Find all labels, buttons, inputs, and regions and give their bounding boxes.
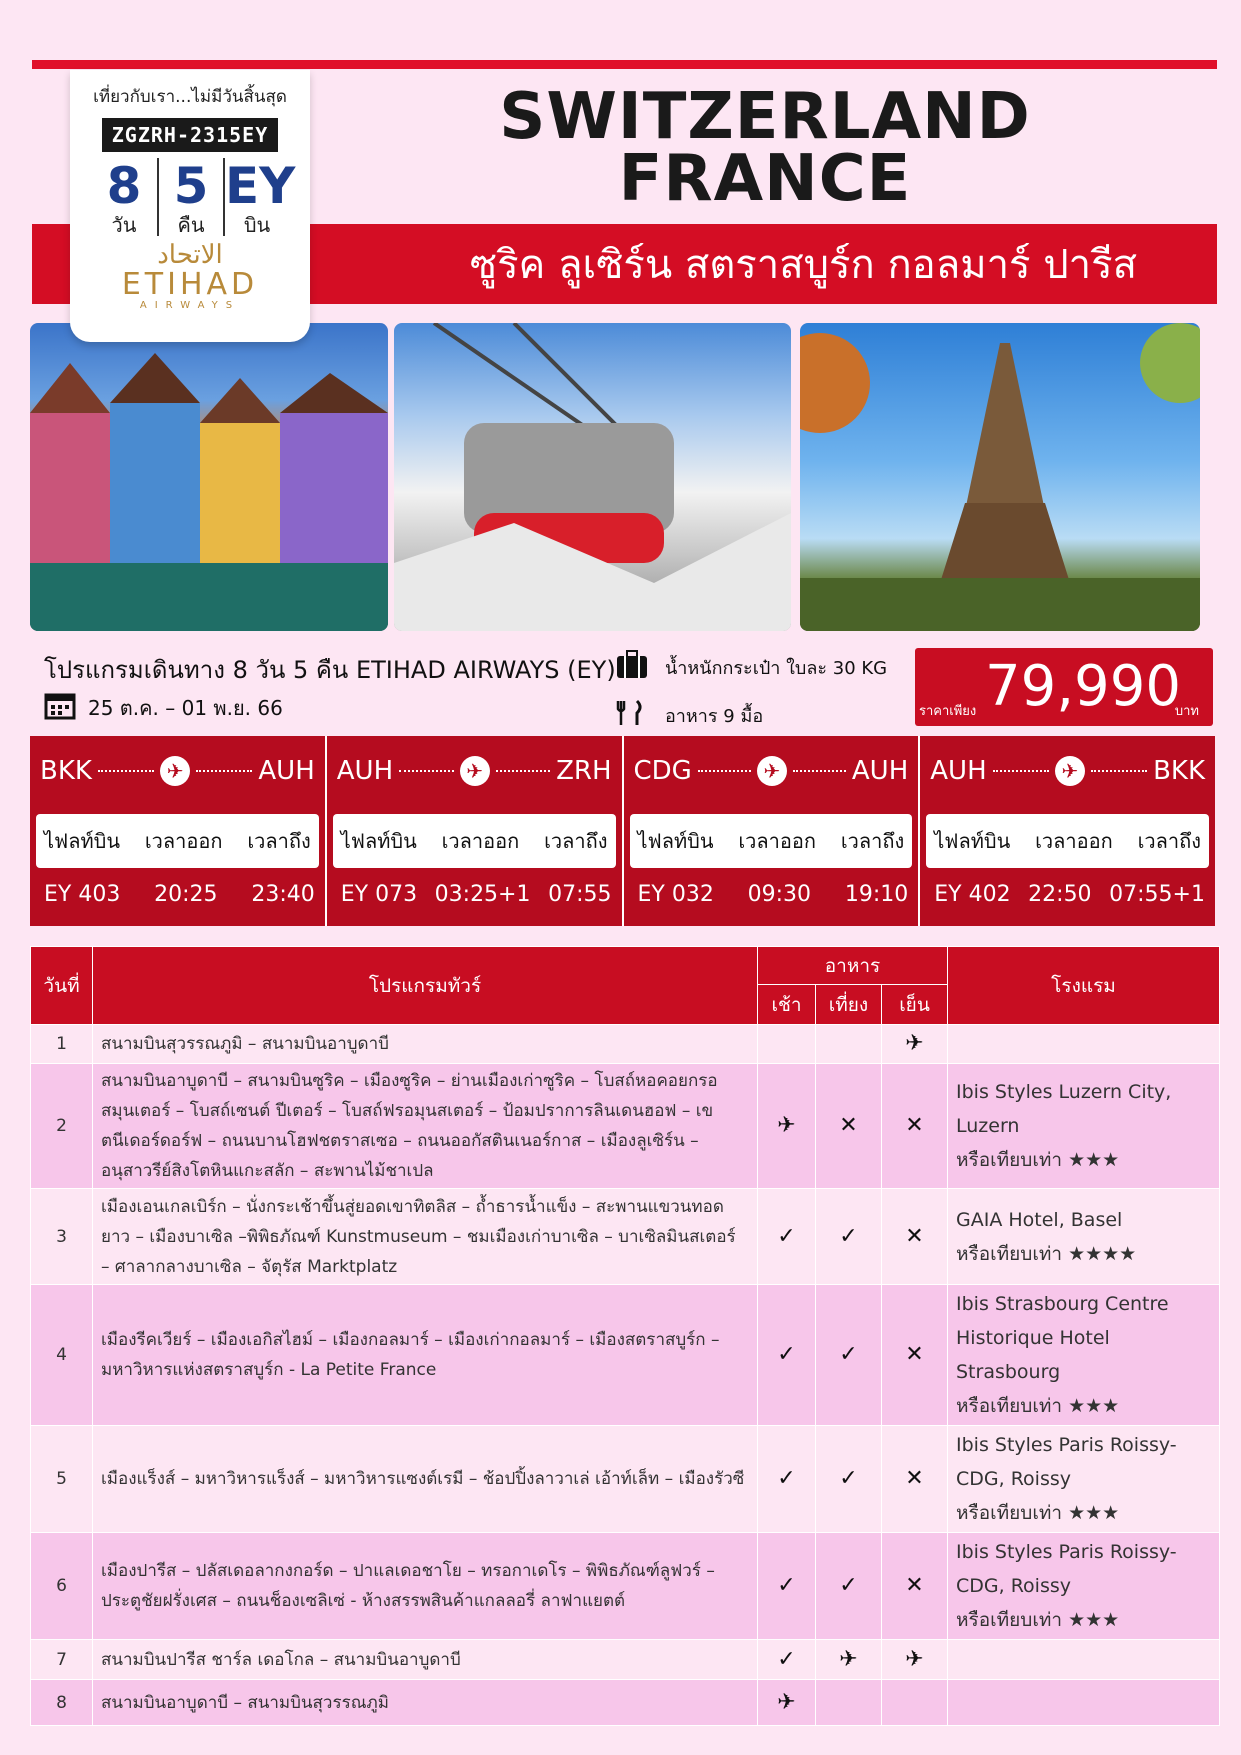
tagline: เที่ยวกับเรา...ไม่มีวันสิ้นสุด bbox=[93, 87, 287, 107]
arrive-time: 19:10 bbox=[844, 882, 909, 907]
breakfast-cell: ✓ bbox=[758, 1533, 816, 1640]
flight-route bbox=[40, 756, 315, 786]
program-cell: สนามบินปารีส ชาร์ล เดอโกล – สนามบินอาบูดาบี bbox=[93, 1640, 758, 1680]
table-row bbox=[31, 1680, 1220, 1726]
hotel-header: โรงแรม bbox=[948, 947, 1220, 1025]
origin: CDG bbox=[633, 756, 692, 786]
flight-route bbox=[930, 756, 1205, 786]
hotel-line: หรือเทียบเท่า ★★★ bbox=[956, 1395, 1120, 1417]
depart-col-label: เวลาออก bbox=[738, 829, 817, 853]
hotel-cell bbox=[948, 1285, 1220, 1426]
hotel-line: หรือเทียบเท่า ★★★★ bbox=[956, 1242, 1137, 1265]
table-row bbox=[31, 1064, 1220, 1189]
price-box bbox=[915, 648, 1213, 726]
eiffel-tower-photo bbox=[800, 323, 1200, 631]
baggage-text: น้ำหนักกระเป๋า ใบละ 30 KG bbox=[665, 658, 888, 679]
baggage-row bbox=[615, 650, 887, 685]
dinner-cell: ✈ bbox=[882, 1025, 948, 1064]
hotel-line: CDG, Roissy bbox=[956, 1575, 1071, 1597]
calendar-icon bbox=[44, 690, 76, 725]
hotel-line: หรือเทียบเท่า ★★★ bbox=[956, 1149, 1120, 1171]
table-row bbox=[31, 1533, 1220, 1640]
hotel-cell bbox=[948, 1640, 1220, 1680]
meals-row bbox=[615, 699, 887, 732]
lunch-cell: ✓ bbox=[816, 1285, 882, 1426]
plane-icon: ✈ bbox=[1055, 756, 1085, 786]
destination: ZRH bbox=[556, 756, 612, 786]
hotel-cell bbox=[948, 1064, 1220, 1189]
flight-schedule bbox=[30, 736, 1215, 926]
luggage-icon bbox=[615, 650, 649, 685]
lunch-cell: ✕ bbox=[816, 1064, 882, 1189]
table-row bbox=[31, 1189, 1220, 1285]
destination: BKK bbox=[1153, 756, 1205, 786]
itinerary-table bbox=[30, 946, 1220, 1726]
hotel-line: Ibis Styles Luzern City, bbox=[956, 1081, 1172, 1103]
program-cell: เมืองปารีส – ปลัสเดอลากงกอร์ด – ปาแลเดอชาโย – ทรอกาเดโร – พิพิธภัณฑ์ลูฟวร์ – ประตูชัยฝรั่งเศส – ถนนช็องเซลิเซ่ - ห้างสรรพสินค้าแกลลอรี่ ลาฟาแยตต์ bbox=[93, 1533, 758, 1640]
table-row bbox=[31, 1640, 1220, 1680]
depart-time: 03:25+1 bbox=[434, 882, 531, 907]
hotel-line: Ibis Styles Paris Roissy- bbox=[956, 1541, 1177, 1563]
lunch-cell bbox=[816, 1680, 882, 1726]
arrive-col-label: เวลาถึง bbox=[544, 829, 608, 853]
flight-number: EY 402 bbox=[934, 882, 1011, 907]
title-line-1: SWITZERLAND bbox=[499, 80, 1031, 154]
days-stat bbox=[91, 158, 157, 236]
day-cell: 8 bbox=[31, 1680, 93, 1726]
titlis-cable-car-photo bbox=[394, 323, 791, 631]
depart-time: 22:50 bbox=[1028, 882, 1092, 907]
table-row bbox=[31, 1025, 1220, 1064]
cities-text: ซูริค ลูเซิร์น สตราสบูร์ก กอลมาร์ ปารีส bbox=[469, 242, 1137, 288]
hotel-line: Historique Hotel Strasbourg bbox=[956, 1327, 1110, 1383]
flight-leg bbox=[327, 736, 624, 926]
flight-leg bbox=[624, 736, 921, 926]
hotel-line: Luzern bbox=[956, 1115, 1020, 1137]
plane-icon: ✈ bbox=[160, 756, 190, 786]
airline-stat bbox=[223, 157, 296, 237]
flight-header bbox=[36, 814, 319, 868]
depart-col-label: เวลาออก bbox=[1035, 829, 1113, 853]
dinner-cell: ✕ bbox=[882, 1285, 948, 1426]
breakfast-cell: ✓ bbox=[758, 1285, 816, 1426]
meals-text: อาหาร 9 มื้อ bbox=[665, 706, 764, 727]
lunch-cell bbox=[816, 1025, 882, 1064]
lunch-cell: ✓ bbox=[816, 1533, 882, 1640]
hotel-line: หรือเทียบเท่า ★★★ bbox=[956, 1609, 1120, 1631]
hotel-line: GAIA Hotel, Basel bbox=[956, 1208, 1123, 1231]
day-cell: 3 bbox=[31, 1189, 93, 1285]
hotel-cell bbox=[948, 1680, 1220, 1726]
hotel-line: Ibis Strasbourg Centre bbox=[956, 1293, 1169, 1315]
dinner-cell: ✕ bbox=[882, 1533, 948, 1640]
flight-header bbox=[333, 814, 616, 868]
origin: AUH bbox=[930, 756, 987, 786]
depart-col-label: เวลาออก bbox=[144, 829, 223, 853]
trip-stats bbox=[70, 158, 310, 236]
program-summary: โปรแกรมเดินทาง 8 วัน 5 คืน ETIHAD AIRWAYS (EY) bbox=[44, 656, 616, 684]
dinner-header: เย็น bbox=[882, 985, 948, 1025]
title-line-2: FRANCE bbox=[618, 142, 912, 216]
program-cell: เมืองแร็งส์ – มหาวิหารแร็งส์ – มหาวิหารแซงต์เรมี – ช้อปปิ้งลาวาเล่ เอ้าท์เล็ท – เมืองรัวซี bbox=[93, 1426, 758, 1533]
top-red-bar bbox=[32, 60, 1217, 69]
arrive-col-label: เวลาถึง bbox=[1137, 829, 1201, 853]
day-header: วันที่ bbox=[31, 947, 93, 1025]
day-cell: 7 bbox=[31, 1640, 93, 1680]
day-cell: 6 bbox=[31, 1533, 93, 1640]
breakfast-cell bbox=[758, 1025, 816, 1064]
travel-dates bbox=[44, 690, 283, 725]
meals-header: อาหาร bbox=[758, 947, 948, 985]
breakfast-header: เช้า bbox=[758, 985, 816, 1025]
fork-knife-icon bbox=[615, 699, 649, 732]
breakfast-cell: ✈ bbox=[758, 1680, 816, 1726]
plane-icon: ✈ bbox=[460, 756, 490, 786]
dinner-cell: ✕ bbox=[882, 1064, 948, 1189]
arrive-time: 07:55+1 bbox=[1109, 882, 1205, 907]
flight-leg bbox=[30, 736, 327, 926]
lunch-cell: ✓ bbox=[816, 1426, 882, 1533]
airline-label: บิน bbox=[243, 213, 271, 237]
dates-text: 25 ต.ค. – 01 พ.ย. 66 bbox=[88, 695, 283, 720]
days-label: วัน bbox=[111, 213, 137, 237]
hotel-cell bbox=[948, 1025, 1220, 1064]
program-cell: เมืองเอนเกลเบิร์ก – นั่งกระเช้าขึ้นสู่ยอดเขาทิตลิส – ถ้ำธารน้ำแข็ง – สะพานแขวนทอดยาว – เมืองบาเซิล –พิพิธภัณฑ์ Kunstmuseum – ชมเมืองเก่าบาเซิล – บาเซิลมินสเตอร์ – ศาลากลางบาเซิล – จัตุรัส Marktplatz bbox=[93, 1189, 758, 1285]
flight-route bbox=[634, 756, 909, 786]
program-cell: สนามบินอาบูดาบี – สนามบินซูริค – เมืองซูริค – ย่านเมืองเก่าซูริค – โบสถ์หอคอยกรอสมุนเตอร์ – โบสถ์เซนต์ ปีเตอร์ – โบสถ์ฟรอมุนสเตอร์ – ป้อมปราการลินเดนฮอฟ – เขตนีเดอร์ดอร์ฟ – ถนนบานโฮฟชตราสเซอ – ถนนออกัสตินเนอร์กาส – เมืองลูเซิร์น – อนุสาวรีย์สิงโตหินแกะสลัก – สะพานไม้ชาเปล bbox=[93, 1064, 758, 1189]
program-cell: เมืองรีคเวียร์ – เมืองเอกิสไฮม์ – เมืองกอลมาร์ – เมืองเก่ากอลมาร์ – เมืองสตราสบูร์ก – มหาวิหารแห่งสตราสบูร์ก - La Petite France bbox=[93, 1285, 758, 1426]
flight-header bbox=[630, 814, 913, 868]
flight-number: EY 073 bbox=[340, 882, 418, 907]
table-row bbox=[31, 1426, 1220, 1533]
flight-values bbox=[341, 882, 612, 907]
hotel-cell bbox=[948, 1533, 1220, 1640]
breakfast-cell: ✓ bbox=[758, 1426, 816, 1533]
price-value: 79,990 bbox=[985, 654, 1181, 719]
depart-col-label: เวลาออก bbox=[441, 829, 520, 853]
days-count: 8 bbox=[106, 157, 142, 215]
depart-time: 20:25 bbox=[154, 882, 218, 907]
program-header: โปรแกรมทัวร์ bbox=[93, 947, 758, 1025]
etihad-logo: ETIHAD bbox=[121, 267, 259, 302]
tour-badge bbox=[70, 70, 310, 342]
price-label: ราคาเพียง bbox=[919, 704, 977, 719]
flight-leg bbox=[920, 736, 1215, 926]
origin: BKK bbox=[40, 756, 92, 786]
day-cell: 1 bbox=[31, 1025, 93, 1064]
lunch-cell: ✈ bbox=[816, 1640, 882, 1680]
nights-stat bbox=[157, 158, 223, 236]
lunch-cell: ✓ bbox=[816, 1189, 882, 1285]
airline-code: EY bbox=[225, 157, 296, 215]
arrive-time: 07:55 bbox=[548, 882, 612, 907]
flight-col-label: ไฟลท์บิน bbox=[637, 829, 714, 853]
colmar-photo bbox=[30, 323, 388, 631]
program-cell: สนามบินสุวรรณภูมิ – สนามบินอาบูดาบี bbox=[93, 1025, 758, 1064]
destination: AUH bbox=[851, 756, 909, 786]
destination: AUH bbox=[258, 756, 315, 786]
trip-extras bbox=[615, 650, 887, 732]
hotel-cell bbox=[948, 1426, 1220, 1533]
table-row bbox=[31, 1285, 1220, 1426]
price-unit: บาท bbox=[1174, 704, 1199, 719]
lunch-header: เที่ยง bbox=[816, 985, 882, 1025]
dinner-cell: ✕ bbox=[882, 1426, 948, 1533]
dinner-cell: ✈ bbox=[882, 1640, 948, 1680]
flight-number: EY 403 bbox=[44, 882, 121, 907]
program-cell: สนามบินอาบูดาบี – สนามบินสุวรรณภูมิ bbox=[93, 1680, 758, 1726]
breakfast-cell: ✓ bbox=[758, 1640, 816, 1680]
flight-values bbox=[934, 882, 1205, 907]
flight-col-label: ไฟลท์บิน bbox=[934, 829, 1011, 853]
etihad-logo-arabic: الاتحاد bbox=[157, 240, 223, 270]
nights-count: 5 bbox=[173, 157, 209, 215]
depart-time: 09:30 bbox=[747, 882, 812, 907]
arrive-col-label: เวลาถึง bbox=[840, 829, 905, 853]
breakfast-cell: ✓ bbox=[758, 1189, 816, 1285]
day-cell: 2 bbox=[31, 1064, 93, 1189]
flight-number: EY 032 bbox=[637, 882, 714, 907]
flight-col-label: ไฟลท์บิน bbox=[340, 829, 417, 853]
day-cell: 4 bbox=[31, 1285, 93, 1426]
flight-values bbox=[638, 882, 909, 907]
origin: AUH bbox=[336, 756, 394, 786]
flight-header bbox=[926, 814, 1209, 868]
page-title bbox=[380, 80, 1150, 216]
etihad-logo-sub: AIRWAYS bbox=[139, 300, 241, 311]
dinner-cell: ✕ bbox=[882, 1189, 948, 1285]
hotel-line: CDG, Roissy bbox=[956, 1468, 1071, 1490]
flight-col-label: ไฟลท์บิน bbox=[44, 829, 121, 853]
arrive-time: 23:40 bbox=[251, 882, 315, 907]
hotel-line: Ibis Styles Paris Roissy- bbox=[956, 1434, 1177, 1456]
hotel-line: หรือเทียบเท่า ★★★ bbox=[956, 1502, 1120, 1524]
flight-route bbox=[337, 756, 612, 786]
breakfast-cell: ✈ bbox=[758, 1064, 816, 1189]
arrive-col-label: เวลาถึง bbox=[247, 829, 311, 853]
nights-label: คืน bbox=[177, 213, 205, 237]
day-cell: 5 bbox=[31, 1426, 93, 1533]
plane-icon: ✈ bbox=[757, 756, 787, 786]
tour-code: ZGZRH-2315EY bbox=[102, 118, 279, 152]
dinner-cell bbox=[882, 1680, 948, 1726]
flight-values bbox=[44, 882, 315, 907]
hotel-cell bbox=[948, 1189, 1220, 1285]
